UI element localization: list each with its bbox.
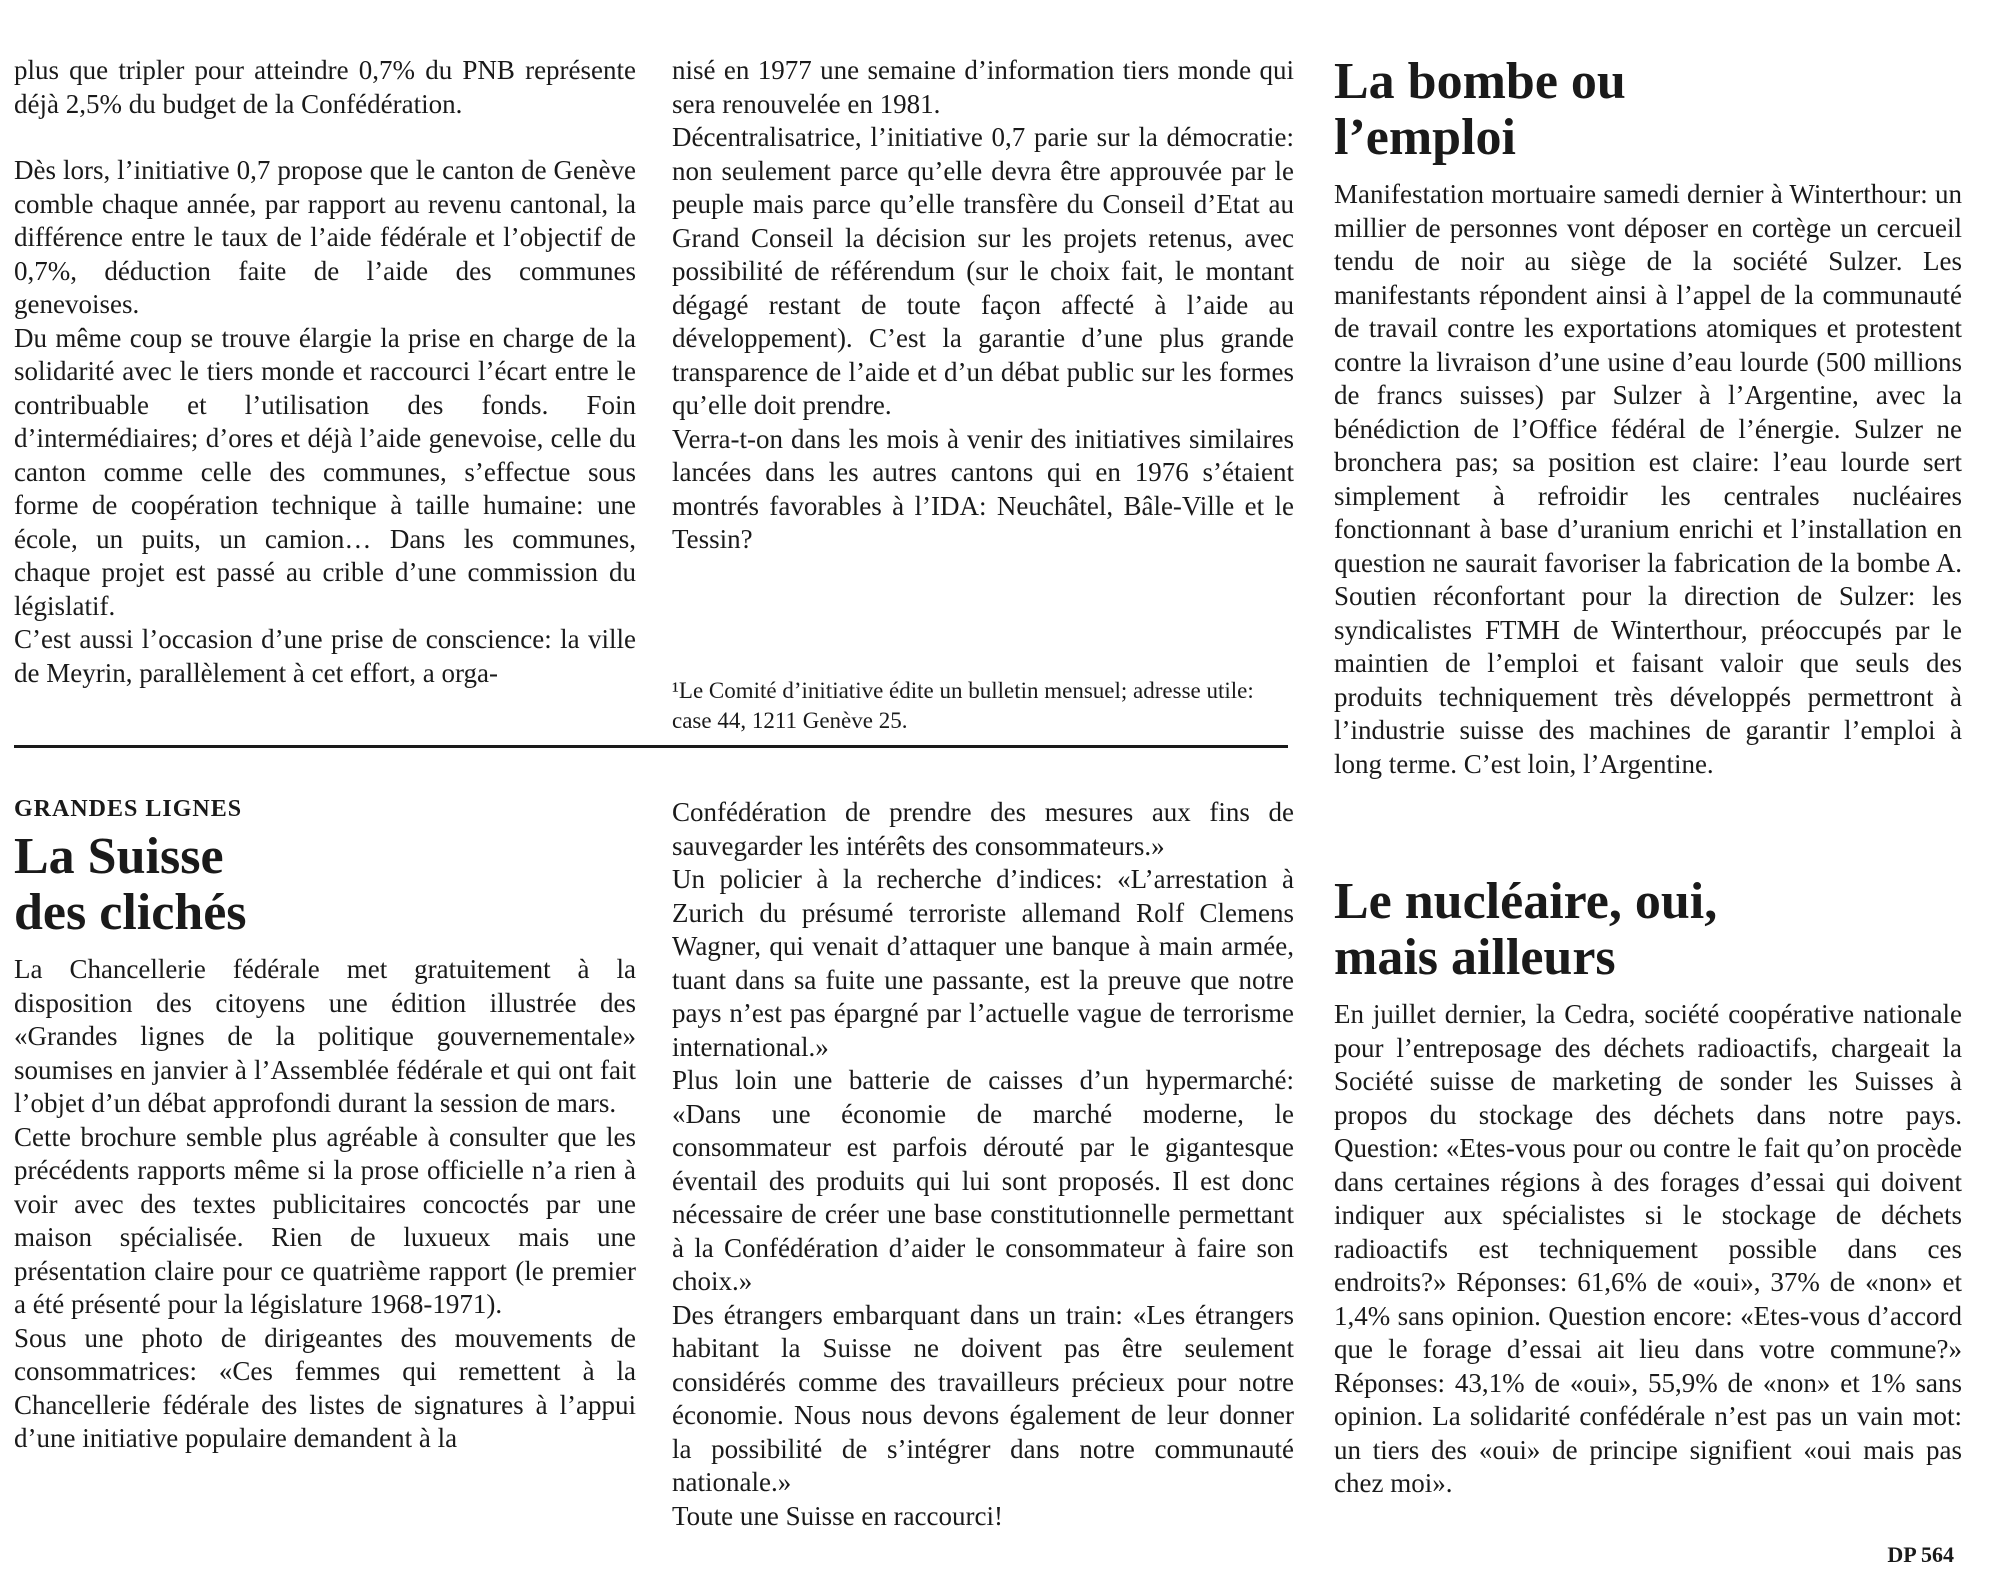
paragraph: Dès lors, l’initiative 0,7 propose que le canton de Genève comble chaque année, par rapport au revenu cantonal, la différence entre le taux de l’aide fédérale et l’objectif de 0,7%, déduction faite de l’aide des communes genevoises.	[14, 155, 636, 319]
paragraph: Des étrangers embarquant dans un train: «Les étrangers habitant la Suisse ne doivent pas être seulement considérés comme des travailleurs précieux pour notre économie. Nous nous devons également de leur donner la possibilité de s’intégrer dans notre communauté nationale.»	[672, 1299, 1294, 1497]
body-nucleaire	[1334, 998, 1962, 1501]
paragraph: Sous une photo de dirigeantes des mouvements de consommatrices: «Ces femmes qui remettent à la Chancellerie fédérale des listes de signatures à l’appui d’une initiative populaire demandent à la	[14, 1322, 636, 1453]
paragraph: Un policier à la recherche d’indices: «L’arrestation à Zurich du présumé terroriste allemand Rolf Clemens Wagner, qui venait d’attaquer une banque à main armée, tuant dans sa fuite une passante, est la preuve que notre pays n’est pas épargné par l’actuelle vague de terrorisme international.»	[672, 864, 1294, 1062]
paragraph: Verra-t-on dans les mois à venir des initiatives similaires lancées dans les autres cantons qui en 1976 s’étaient montrés favorables à l’IDA: Neuchâtel, Bâle-Ville et le Tessin?	[672, 423, 1294, 554]
headline-bombe: La bombe ou l’emploi	[1334, 53, 1626, 166]
paragraph: Toute une Suisse en raccourci!	[672, 1500, 1003, 1531]
body-bombe	[1334, 178, 1962, 781]
article-nucleaire	[1334, 874, 1962, 1501]
body-suisse-col1	[14, 953, 636, 1456]
section-divider	[14, 745, 1288, 748]
footnote: ¹Le Comité d’initiative édite un bulletin mensuel; adresse utile: case 44, 1211 Genève 25.	[672, 678, 1254, 733]
paragraph: Plus loin une batterie de caisses d’un hypermarché: «Dans une économie de marché moderne, le consommateur est parfois dérouté par le gigantesque éventail des produits qui lui sont proposés. Il est donc nécessaire de créer une base constitutionnelle permettant à la Confédération d’aider le consommateur à faire son choix.»	[672, 1065, 1294, 1296]
paragraph: Décentralisatrice, l’initiative 0,7 parie sur la démocratie: non seulement parce qu’elle devra être approuvée par le peuple mais parce qu’elle transfère du Conseil d’Etat au Grand Conseil la décision sur les projets retenus, avec possibilité de référendum (sur le choix fait, le montant dégagé restant de toute façon affecté à l’aide au développement). C’est la garantie d’une plus grande transparence de l’aide et d’un débat public sur les formes qu’elle doit prendre.	[672, 122, 1294, 420]
paragraph: Cette brochure semble plus agréable à consulter que les précédents rapports même si la prose officielle n’a rien à voir avec des textes publicitaires concoctés par une maison spécialisée. Rien de luxueux mais une présentation claire pour ce quatrième rapport (le premier a été présenté pour la législature 1968-1971).	[14, 1121, 636, 1319]
body-suisse-col2	[672, 796, 1294, 1533]
top-column-2	[672, 54, 1294, 557]
paragraph: Du même coup se trouve élargie la prise en charge de la solidarité avec le tiers monde et raccourci l’écart entre le contribuable et l’utilisation des fonds. Foin d’intermédiaires; d’ores et déjà l’aide genevoise, celle du canton comme celle des communes, s’effectue sous forme de coopération technique à taille humaine: une école, un puits, un camion… Dans les communes, chaque projet est passé au crible d’une commission du législatif.	[14, 322, 636, 621]
top-column-1	[14, 54, 636, 690]
article-bombe	[1334, 54, 1962, 781]
paragraph: La Chancellerie fédérale met gratuitement à la disposition des citoyens une édition illustrée des «Grandes lignes de la politique gouvernementale» soumises en janvier à l’Assemblée fédérale et qui ont fait l’objet d’un débat approfondi durant la session de mars.	[14, 954, 636, 1118]
folio: DP 564	[1887, 1542, 1954, 1567]
paragraph: Confédération de prendre des mesures aux fins de sauvegarder les intérêts des consommateurs.»	[672, 797, 1294, 861]
headline-nucleaire: Le nucléaire, oui, mais ailleurs	[1334, 873, 1718, 986]
paragraph: C’est aussi l’occasion d’une prise de conscience: la ville de Meyrin, parallèlement à cet effort, a orga-	[14, 624, 636, 688]
paragraph: En juillet dernier, la Cedra, société coopérative nationale pour l’entreposage des déchets radioactifs, chargeait la Société suisse de marketing de sonder les Suisses à propos du stockage des déchets dans notre pays. Question: «Etes-vous pour ou contre le fait qu’on procède dans certaines régions à des forages d’essai qui doivent indiquer aux spécialistes si le stockage de déchets radioactifs est techniquement possible dans ces endroits?» Réponses: 61,6% de «oui», 37% de «non» et 1,4% sans opinion. Question encore: «Etes-vous d’accord que le forage d’essai ait lieu dans votre commune?» Réponses: 43,1% de «oui», 55,9% de «non» et 1% sans opinion. La solidarité confédérale n’est pas un vain mot: un tiers des «oui» de principe signifient «oui mais pas chez moi».	[1334, 999, 1962, 1498]
paragraph: nisé en 1977 une semaine d’information tiers monde qui sera renouvelée en 1981.	[672, 55, 1294, 119]
article-suisse-col1	[14, 796, 636, 1456]
kicker: GRANDES LIGNES	[14, 796, 243, 822]
paragraph: Manifestation mortuaire samedi dernier à Winterthour: un millier de personnes vont déposer en cortège un cercueil tendu de noir au siège de la société Sulzer. Les manifestants répondent ainsi à l’appel de la communauté de travail contre les exportations atomiques et protestent contre la livraison d’une usine d’eau lourde (500 millions de francs suisses) par Sulzer à l’Argentine, avec la bénédiction de l’Office fédéral de l’énergie. Sulzer ne bronchera pas; sa position est claire: l’eau lourde sert simplement à refroidir les centrales nucléaires fonctionnant à base d’uranium enrichi et l’installation en question ne saurait favoriser la fabrication de la bombe A. Soutien réconfortant pour la direction de Sulzer: les syndicalistes FTMH de Winterthour, préoccupés par le maintien de l’emploi et faisant valoir que seuls des produits techniquement très développés permettront à l’industrie suisse des machines de garantir l’emploi à long terme. C’est loin, l’Argentine.	[1334, 179, 1962, 779]
headline-suisse: La Suisse des clichés	[14, 828, 247, 941]
paragraph: plus que tripler pour atteindre 0,7% du PNB représente déjà 2,5% du budget de la Confédération.	[14, 55, 636, 119]
